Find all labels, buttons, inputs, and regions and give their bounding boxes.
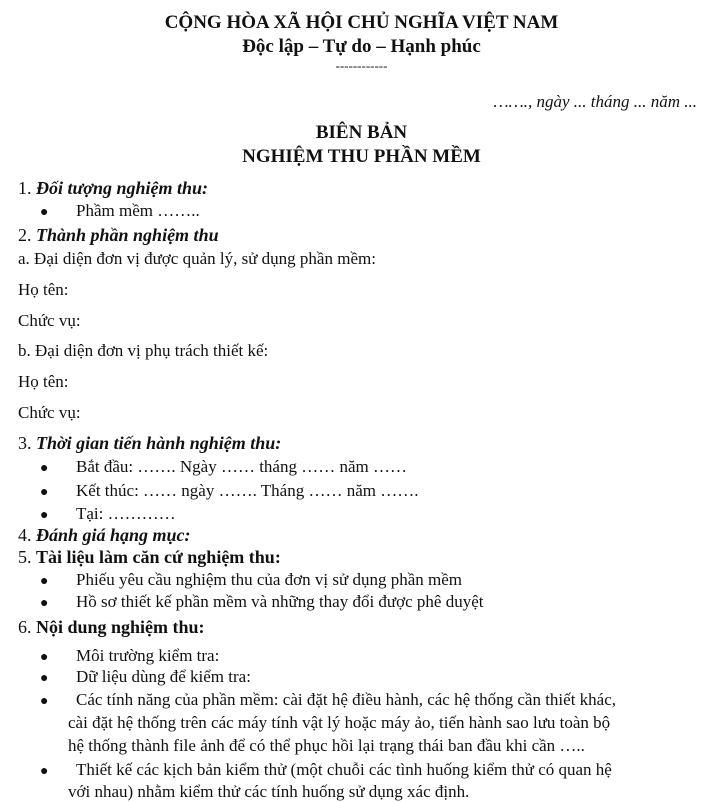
section-title: Thời gian tiến hành nghiệm thu: [36, 433, 282, 453]
bullet-icon: ● [40, 694, 49, 709]
bullet-icon: ● [40, 574, 49, 589]
section-title: Thành phần nghiệm thu [36, 225, 219, 245]
list-item: Dữ liệu dùng để kiểm tra: [76, 667, 251, 686]
section-title: Tài liệu làm căn cứ nghiệm thu: [36, 547, 281, 567]
list-item: Phầm mềm …….. [76, 201, 200, 220]
section-number: 4. [18, 525, 36, 545]
section-6-heading [18, 617, 205, 638]
section-number: 1. [18, 178, 36, 198]
list-item: Hồ sơ thiết kế phần mềm và những thay đổi được phê duyệt [76, 592, 484, 611]
doc-title: BIÊN BẢN [315, 122, 408, 143]
field-label-position: Chức vụ: [18, 311, 81, 330]
section-number: 6. [18, 617, 36, 637]
section-5-heading [18, 547, 281, 568]
bullet-icon: ● [40, 596, 49, 611]
section-4-heading [18, 525, 191, 546]
bullet-icon: ● [40, 764, 49, 779]
section-title: Đối tượng nghiệm thu: [36, 178, 208, 198]
bullet-icon: ● [40, 671, 49, 686]
section-2-heading [18, 225, 219, 246]
section-3-heading [18, 433, 281, 454]
list-item-line: với nhau) nhằm kiểm thử các tính huống sử dụng xác định. [68, 782, 470, 801]
section-number: 2. [18, 225, 36, 245]
field-label-name: Họ tên: [18, 372, 69, 391]
list-item-line: hệ thống thành file ảnh để có thể phục hồi lại trạng thái ban đầu khi cần ….. [68, 736, 585, 755]
list-item: Môi trường kiểm tra: [76, 646, 220, 665]
bullet-icon: ● [40, 508, 49, 523]
motto-heading: Độc lập – Tự do – Hạnh phúc [242, 36, 481, 57]
doc-subtitle: NGHIỆM THU PHẦN MỀM [242, 146, 481, 167]
section-1-heading [18, 178, 208, 199]
list-item: Bắt đầu: ……. Ngày …… tháng …… năm …… [76, 457, 407, 476]
list-item: Kết thúc: …… ngày ……. Tháng …… năm ……. [76, 481, 419, 500]
separator-line: ------------ [335, 58, 388, 73]
bullet-icon: ● [40, 461, 49, 476]
section-title: Nội dung nghiệm thu: [36, 617, 205, 637]
list-item: Phiếu yêu cầu nghiệm thu của đơn vị sử dụng phần mềm [76, 570, 462, 589]
list-item: Tại: ………… [76, 504, 176, 523]
date-line: ……., ngày ... tháng ... năm ... [493, 92, 697, 111]
field-label-name: Họ tên: [18, 280, 69, 299]
bullet-icon: ● [40, 650, 49, 665]
subsection-b: b. Đại diện đơn vị phụ trách thiết kế: [18, 341, 269, 360]
list-item-line: Thiết kế các kịch bản kiểm thử (một chuỗi các tình huống kiểm thử có quan hệ [76, 760, 612, 779]
list-item-line: Các tính năng của phần mềm: cài đặt hệ điều hành, các hệ thống cần thiết khác, [76, 690, 617, 709]
section-number: 3. [18, 433, 36, 453]
list-item-line: cài đặt hệ thống trên các máy tính vật lý hoặc máy ảo, tiến hành sao lưu toàn bộ [68, 713, 611, 732]
bullet-icon: ● [40, 205, 49, 220]
section-number: 5. [18, 547, 36, 567]
bullet-icon: ● [40, 485, 49, 500]
section-title: Đánh giá hạng mục: [36, 525, 191, 545]
field-label-position: Chức vụ: [18, 403, 81, 422]
country-heading: CỘNG HÒA XÃ HỘI CHỦ NGHĨA VIỆT NAM [164, 12, 559, 33]
subsection-a: a. Đại diện đơn vị được quản lý, sử dụng phần mềm: [18, 249, 376, 268]
